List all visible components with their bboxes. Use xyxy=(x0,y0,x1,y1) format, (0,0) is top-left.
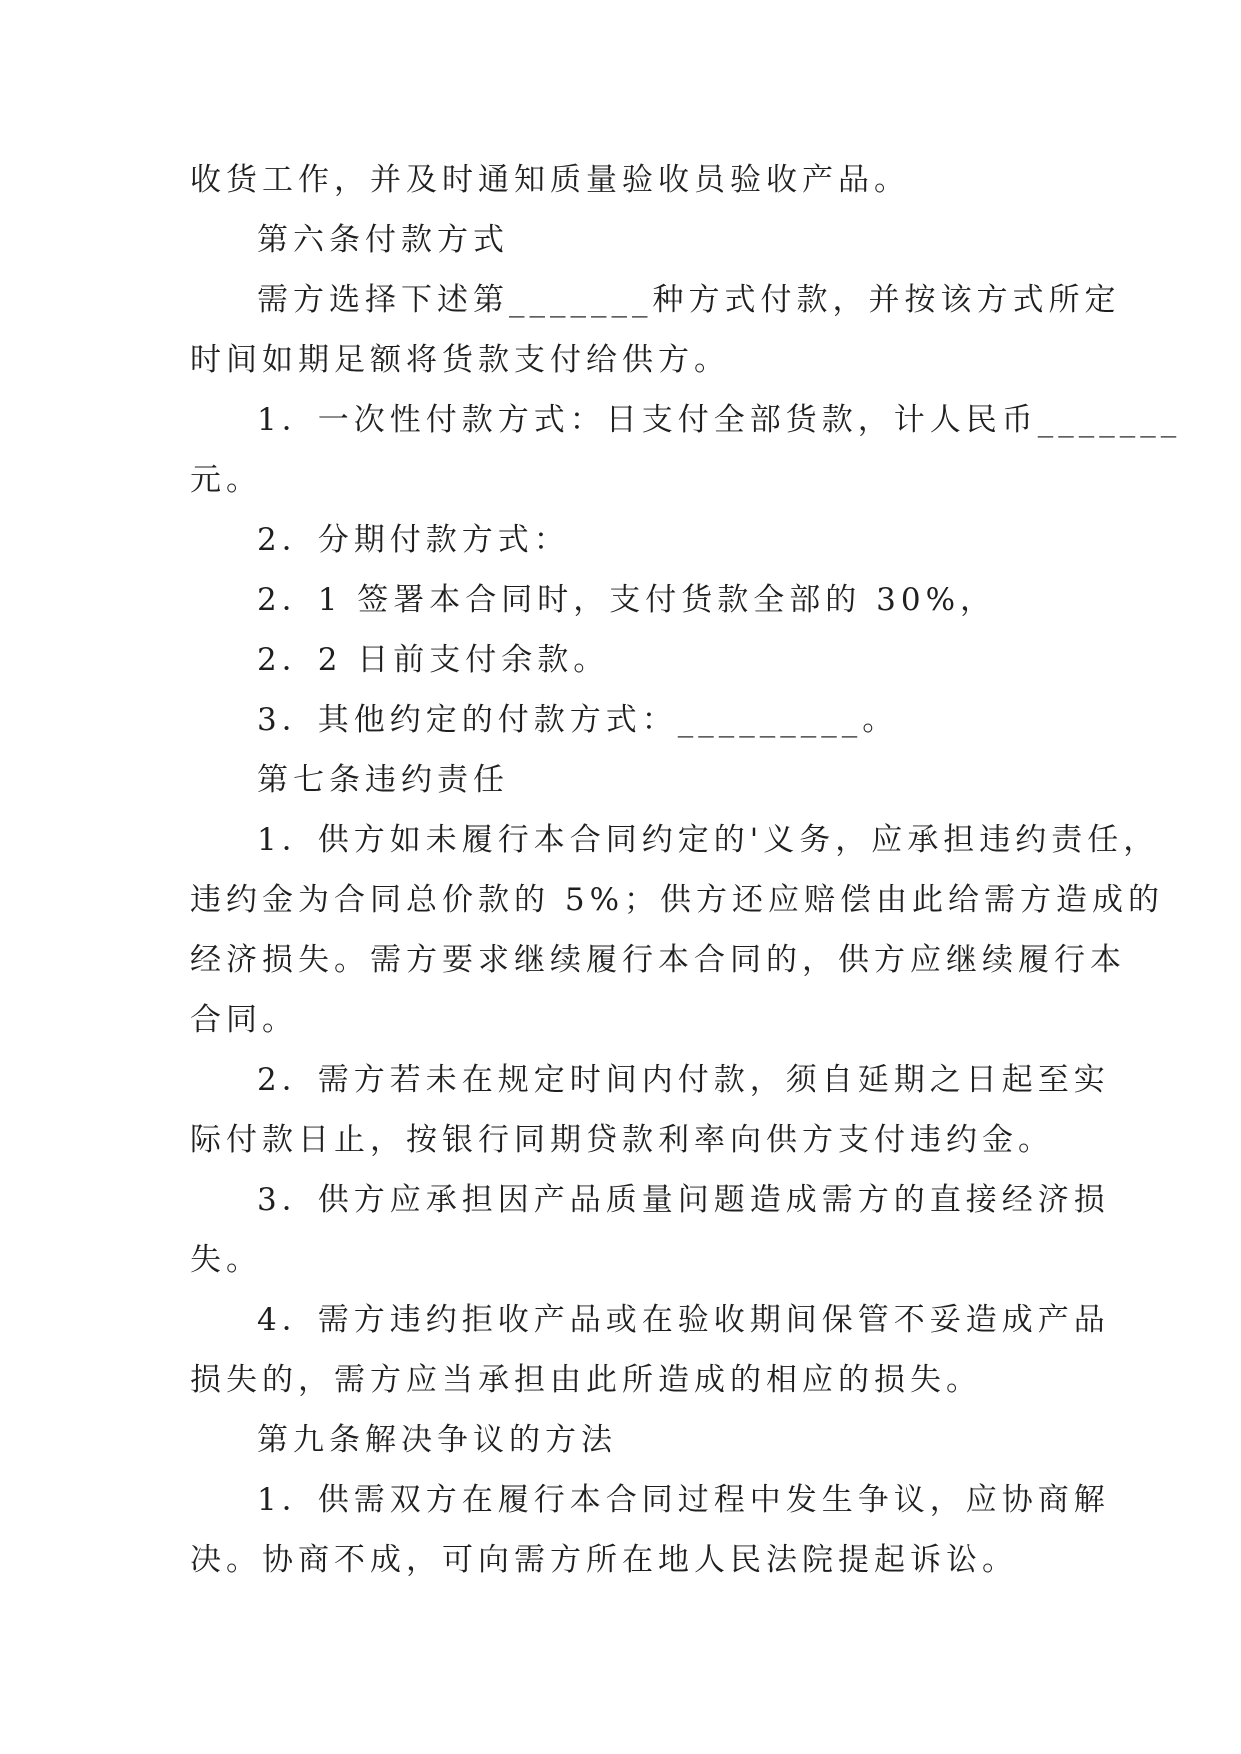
text-line: 际付款日止，按银行同期贷款利率向供方支付违约金。 xyxy=(190,1122,1054,1158)
text-line: 损失的，需方应当承担由此所造成的相应的损失。 xyxy=(190,1362,982,1398)
text-line: 需方选择下述第_______种方式付款，并按该方式所定 xyxy=(257,282,1121,318)
text-line: 违约金为合同总价款的 5%；供方还应赔偿由此给需方造成的 xyxy=(190,882,1165,918)
text-line: 时间如期足额将货款支付给供方。 xyxy=(190,342,730,378)
text-line: 合同。 xyxy=(190,1002,298,1038)
text-line: 2．需方若未在规定时间内付款，须自延期之日起至实 xyxy=(257,1062,1110,1098)
text-line: 1．一次性付款方式：日支付全部货款，计人民币_______ xyxy=(257,402,1182,438)
section-heading-disputes: 第九条解决争议的方法 xyxy=(257,1422,617,1458)
text-line: 2．1 签署本合同时，支付货款全部的 30%， xyxy=(257,582,997,618)
document-body xyxy=(190,150,1182,1590)
text-line: 1．供方如未履行本合同约定的'义务，应承担违约责任， xyxy=(257,822,1160,858)
text-line: 收货工作，并及时通知质量验收员验收产品。 xyxy=(190,162,910,198)
text-line: 1．供需双方在履行本合同过程中发生争议，应协商解 xyxy=(257,1482,1110,1518)
section-heading-liability: 第七条违约责任 xyxy=(257,762,509,798)
text-line: 失。 xyxy=(190,1242,262,1278)
text-line: 3．其他约定的付款方式：_________。 xyxy=(257,702,899,738)
section-heading-payment: 第六条付款方式 xyxy=(257,222,509,258)
text-line: 2．2 日前支付余款。 xyxy=(257,642,610,678)
text-line: 决。协商不成，可向需方所在地人民法院提起诉讼。 xyxy=(190,1542,1018,1578)
text-line: 4．需方违约拒收产品或在验收期间保管不妥造成产品 xyxy=(257,1302,1110,1338)
text-line: 3．供方应承担因产品质量问题造成需方的直接经济损 xyxy=(257,1182,1110,1218)
text-line: 经济损失。需方要求继续履行本合同的，供方应继续履行本 xyxy=(190,942,1126,978)
text-line: 2．分期付款方式： xyxy=(257,522,570,558)
text-line: 元。 xyxy=(190,462,262,498)
